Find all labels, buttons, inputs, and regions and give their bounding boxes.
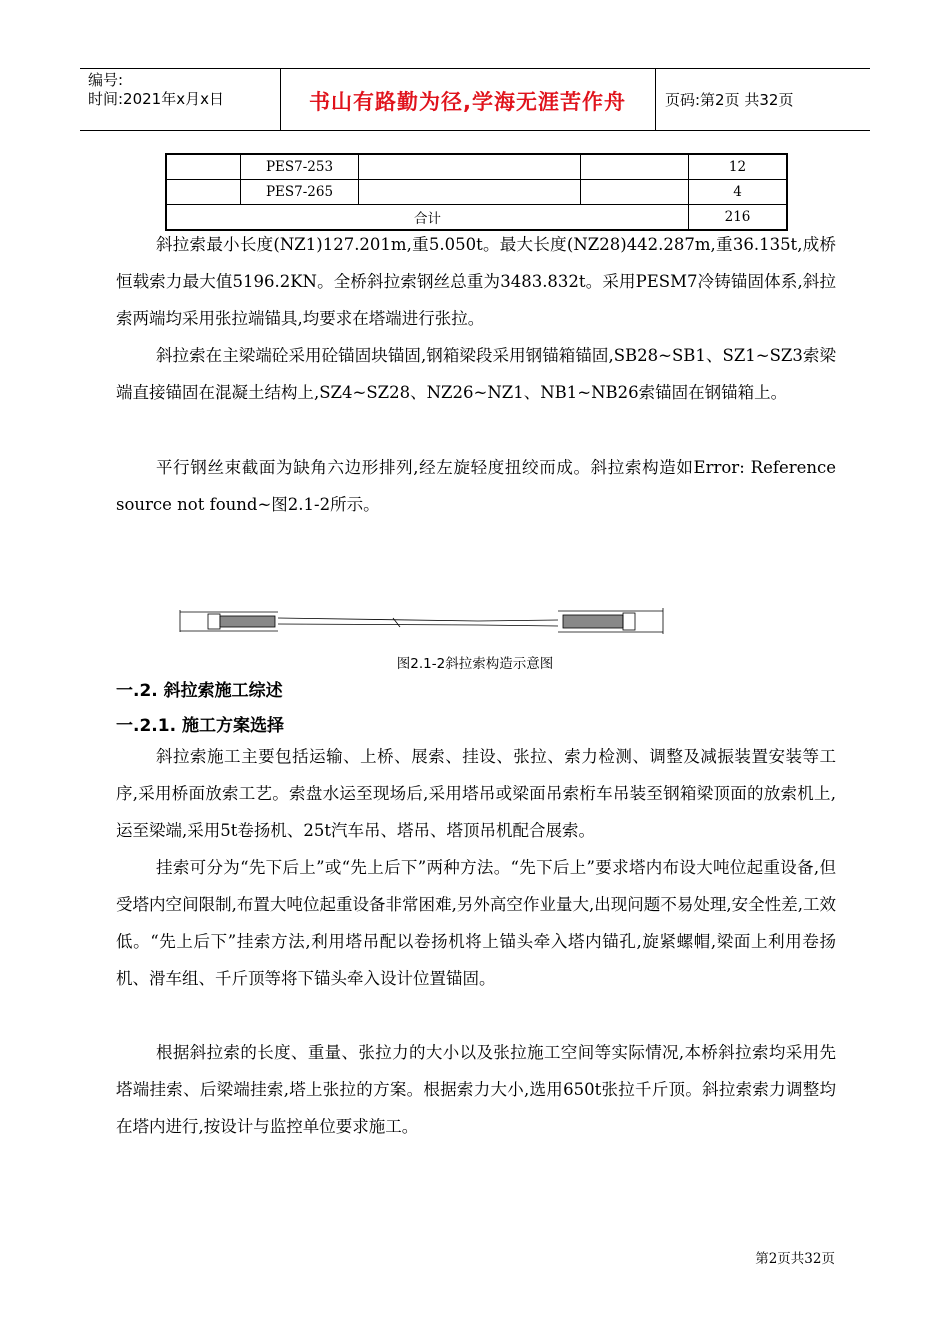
table-cell [166,154,241,180]
paragraph: 斜拉索在主梁端砼采用砼锚固块锚固,钢箱梁段采用钢锚箱锚固,SB28~SB1、SZ1~SZ3索梁端直接锚固在混凝土结构上,SZ4~SZ28、NZ26~NZ1、NB1~NB26索锚固在钢锚箱上。 [116,346,836,402]
cable-structure-diagram [178,600,678,640]
table-cell: PES7-253 [241,154,359,180]
figure-caption: 图2.1-2斜拉索构造示意图 [396,656,554,672]
table-cell [166,180,241,205]
table-row [166,180,787,205]
header-motto: 书山有路勤为径,学海无涯苦作舟 [309,90,626,114]
table-cell [581,154,689,180]
table-cell [359,154,581,180]
section-heading: 一.2. 斜拉索施工综述 [116,681,283,701]
paragraph: 根据斜拉索的长度、重量、张拉力的大小以及张拉施工空间等实际情况,本桥斜拉索均采用先塔端挂索、后梁端挂索,塔上张拉的方案。根据索力大小,选用650t张拉千斤顶。斜拉索索力调整均在塔内进行,按设计与监控单位要求施工。 [116,1043,836,1136]
total-label: 合计 [166,205,689,231]
table-cell: 4 [689,180,788,205]
cable-spec-table [165,153,788,231]
table-row [166,154,787,180]
paragraph: 斜拉索最小长度(NZ1)127.201m,重5.050t。最大长度(NZ28)442.287m,重36.135t,成桥恒载索力最大值5196.2KN。全桥斜拉索钢丝总重为3483.832t。采用PESM7冷铸锚固体系,斜拉索两端均采用张拉端锚具,均要求在塔端进行张拉。 [116,235,836,328]
header-meta [88,71,224,109]
paragraph: 平行钢丝束截面为缺角六边形排列,经左旋轻度扭绞而成。斜拉索构造如Error: Reference source not found~图2.1-2所示。 [116,458,836,514]
header-page-label: 页码:第2页 共32页 [665,91,794,109]
subsection-heading: 一.2.1. 施工方案选择 [116,716,284,736]
table-cell: PES7-265 [241,180,359,205]
header-divider [655,69,656,130]
table-cell [359,180,581,205]
paragraph: 斜拉索施工主要包括运输、上桥、展索、挂设、张拉、索力检测、调整及减振装置安装等工序,采用桥面放索工艺。索盘水运至现场后,采用塔吊或梁面吊索桁车吊装至钢箱梁顶面的放索机上,运至梁端,采用5t卷扬机、25t汽车吊、塔吊、塔顶吊机配合展索。 [116,747,836,840]
table-cell: 12 [689,154,788,180]
page-footer: 第2页共32页 [755,1251,835,1267]
code-label: 编号: [88,71,124,89]
total-value: 216 [689,205,788,231]
paragraph: 挂索可分为“先下后上”或“先上后下”两种方法。“先下后上”要求塔内布设大吨位起重设备,但受塔内空间限制,布置大吨位起重设备非常困难,另外高空作业量大,出现问题不易处理,安全性差,工效低。“先上后下”挂索方法,利用塔吊配以卷扬机将上锚头牵入塔内锚孔,旋紧螺帽,梁面上利用卷扬机、滑车组、千斤顶等将下锚头牵入设计位置锚固。 [116,858,836,988]
page-header [80,68,870,131]
table-cell [581,180,689,205]
time-label: 时间:2021年x月x日 [88,90,224,108]
